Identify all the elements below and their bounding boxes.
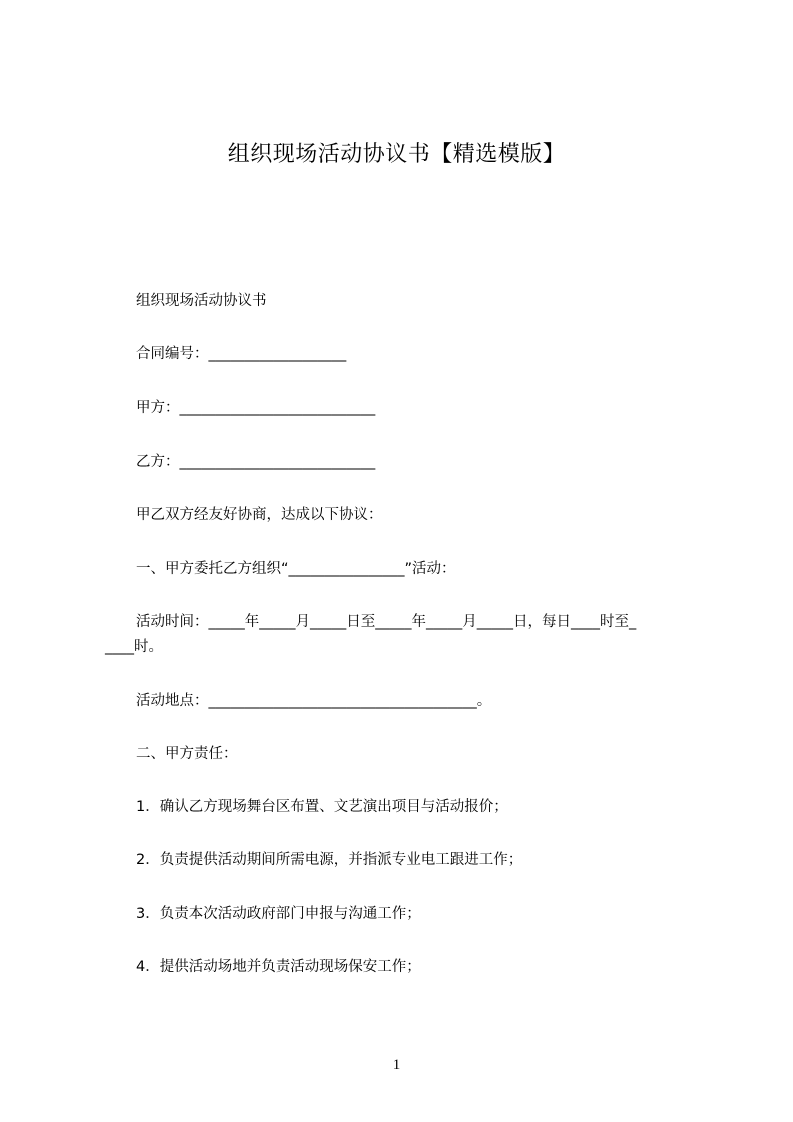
activity-time-line-continued: ____时。: [105, 639, 163, 655]
activity-time-line: 活动时间：_____年_____月_____日至_____年_____月_____日，每日____时至_: [136, 614, 637, 630]
document-title: 组织现场活动协议书【精选模版】: [227, 142, 566, 167]
page-number: 1: [392, 1057, 401, 1073]
section-one-heading: 一、甲方委托乙方组织“________________”活动：: [136, 561, 456, 577]
activity-location-line: 活动地点：_____________________________________。: [136, 693, 492, 709]
section-two-heading: 二、甲方责任：: [136, 746, 238, 762]
agreement-intro: 甲乙双方经友好协商，达成以下协议：: [136, 507, 383, 523]
party-b-line: 乙方：___________________________: [136, 454, 376, 470]
party-a-duty-2: 2．负责提供活动期间所需电源，并指派专业电工跟进工作；: [136, 852, 523, 868]
party-a-duty-4: 4．提供活动场地并负责活动现场保安工作；: [136, 959, 421, 975]
party-a-line: 甲方：___________________________: [136, 400, 376, 416]
contract-heading: 组织现场活动协议书: [136, 293, 267, 309]
party-a-duty-1: 1．确认乙方现场舞台区布置、文艺演出项目与活动报价；: [136, 799, 508, 815]
party-a-duty-3: 3．负责本次活动政府部门申报与沟通工作；: [136, 906, 421, 922]
contract-number-line: 合同编号：___________________: [136, 346, 347, 362]
